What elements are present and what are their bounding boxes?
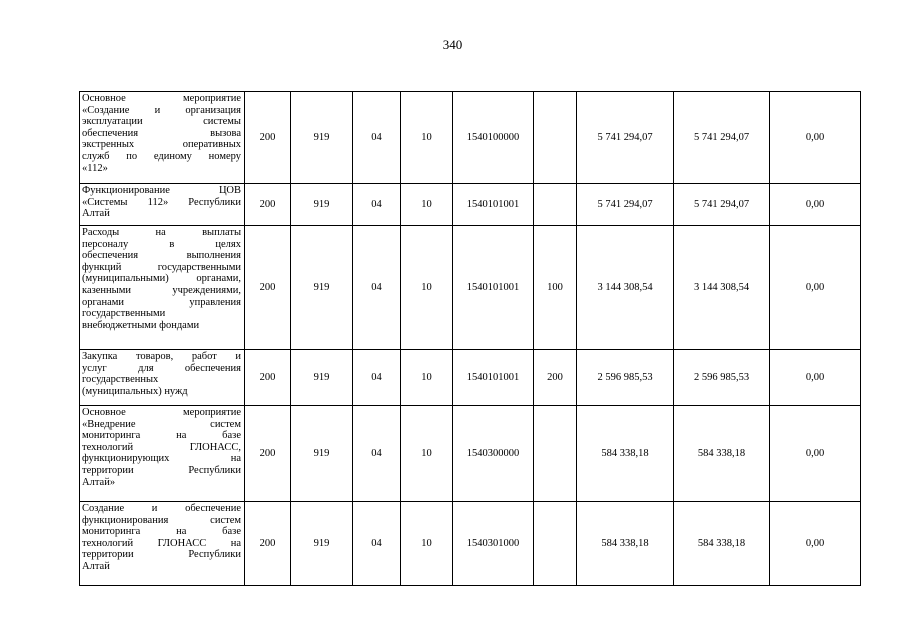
expense-type-cell: [534, 502, 577, 586]
row-name-line: Закупка товаров, работ и: [82, 351, 241, 362]
row-name-cell: [80, 502, 245, 586]
subsection-cell: 10: [401, 502, 453, 586]
section-cell: 04: [353, 406, 401, 502]
ministry-code-cell: 919: [291, 350, 353, 406]
amount-executed-cell: 5 741 294,07: [674, 184, 770, 226]
section-cell: 04: [353, 184, 401, 226]
row-name-line: «Внедрение систем: [82, 418, 241, 430]
row-name-line: Функционирование ЦОВ: [82, 185, 241, 196]
row-name-cell: [80, 226, 245, 350]
expense-type-cell: [534, 184, 577, 226]
row-name-line: государственными: [82, 308, 166, 320]
admin-code-cell: 200: [245, 184, 291, 226]
row-name-line: территории Республики: [82, 549, 241, 561]
row-name-line: органами управления: [82, 296, 241, 308]
amount-approved-cell: 2 596 985,53: [577, 350, 674, 406]
row-name-line: функционирующих на: [82, 453, 241, 465]
target-article-cell: 1540100000: [453, 92, 534, 184]
amount-remaining-cell: 0,00: [770, 406, 861, 502]
row-name-line: Расходы на выплаты: [82, 227, 241, 238]
row-name-line: «Системы 112» Республики: [82, 196, 241, 208]
row-name-line: Создание и обеспечение: [82, 503, 241, 514]
admin-code-cell: 200: [245, 350, 291, 406]
amount-executed-cell: 584 338,18: [674, 406, 770, 502]
row-name-line: мониторинга на базе: [82, 430, 241, 442]
row-name-line: «Создание и организация: [82, 104, 241, 116]
amount-approved-cell: 5 741 294,07: [577, 92, 674, 184]
subsection-cell: 10: [401, 184, 453, 226]
admin-code-cell: 200: [245, 92, 291, 184]
amount-remaining-cell: 0,00: [770, 502, 861, 586]
target-article-cell: 1540301000: [453, 502, 534, 586]
amount-executed-cell: 2 596 985,53: [674, 350, 770, 406]
row-name-cell: [80, 184, 245, 226]
expense-type-cell: 100: [534, 226, 577, 350]
table-row: [80, 226, 861, 350]
row-name-line: функций государственными: [82, 261, 241, 273]
section-cell: 04: [353, 226, 401, 350]
table-row: [80, 406, 861, 502]
row-name-line: (муниципальными) органами,: [82, 273, 241, 285]
admin-code-cell: 200: [245, 226, 291, 350]
row-name-cell: [80, 350, 245, 406]
row-name-line: Алтай: [82, 208, 110, 220]
ministry-code-cell: 919: [291, 226, 353, 350]
amount-executed-cell: 584 338,18: [674, 502, 770, 586]
target-article-cell: 1540300000: [453, 406, 534, 502]
amount-remaining-cell: 0,00: [770, 92, 861, 184]
section-cell: 04: [353, 92, 401, 184]
row-name-line: мониторинга на базе: [82, 526, 241, 538]
subsection-cell: 10: [401, 92, 453, 184]
row-name-line: Основное мероприятие: [82, 93, 241, 104]
row-name-line: экстренных оперативных: [82, 139, 241, 151]
amount-remaining-cell: 0,00: [770, 184, 861, 226]
row-name-line: технологий ГЛОНАСС,: [82, 441, 241, 453]
table-row: [80, 502, 861, 586]
amount-approved-cell: 5 741 294,07: [577, 184, 674, 226]
page-number: 340: [442, 37, 463, 52]
row-name-cell: [80, 92, 245, 184]
row-name-line: казенными учреждениями,: [82, 284, 241, 296]
expense-type-cell: 200: [534, 350, 577, 406]
table-row: [80, 350, 861, 406]
row-name-line: обеспечения выполнения: [82, 250, 241, 262]
table-row: [80, 184, 861, 226]
budget-table: [79, 91, 861, 586]
row-name-line: (муниципальных) нужд: [82, 385, 188, 397]
target-article-cell: 1540101001: [453, 184, 534, 226]
row-name-line: Алтай: [82, 560, 110, 572]
amount-executed-cell: 5 741 294,07: [674, 92, 770, 184]
target-article-cell: 1540101001: [453, 350, 534, 406]
row-name-line: внебюджетными фондами: [82, 319, 200, 331]
amount-remaining-cell: 0,00: [770, 350, 861, 406]
row-name-line: технологий ГЛОНАСС на: [82, 537, 241, 549]
row-name-line: «112»: [82, 162, 108, 174]
table-row: [80, 92, 861, 184]
amount-approved-cell: 584 338,18: [577, 502, 674, 586]
row-name-line: функционирования систем: [82, 514, 241, 526]
row-name-line: Алтай»: [82, 476, 116, 488]
row-name-line: персоналу в целях: [82, 238, 241, 250]
row-name-line: государственных: [82, 374, 159, 386]
expense-type-cell: [534, 92, 577, 184]
row-name-line: служб по единому номеру: [82, 150, 241, 162]
row-name-line: территории Республики: [82, 464, 241, 476]
subsection-cell: 10: [401, 226, 453, 350]
target-article-cell: 1540101001: [453, 226, 534, 350]
amount-approved-cell: 584 338,18: [577, 406, 674, 502]
ministry-code-cell: 919: [291, 184, 353, 226]
section-cell: 04: [353, 350, 401, 406]
ministry-code-cell: 919: [291, 502, 353, 586]
amount-remaining-cell: 0,00: [770, 226, 861, 350]
row-name-line: Основное мероприятие: [82, 407, 241, 418]
row-name-line: обеспечения вызова: [82, 127, 241, 139]
admin-code-cell: 200: [245, 502, 291, 586]
row-name-line: услуг для обеспечения: [82, 362, 241, 374]
ministry-code-cell: 919: [291, 406, 353, 502]
ministry-code-cell: 919: [291, 92, 353, 184]
section-cell: 04: [353, 502, 401, 586]
amount-approved-cell: 3 144 308,54: [577, 226, 674, 350]
subsection-cell: 10: [401, 350, 453, 406]
admin-code-cell: 200: [245, 406, 291, 502]
amount-executed-cell: 3 144 308,54: [674, 226, 770, 350]
row-name-cell: [80, 406, 245, 502]
subsection-cell: 10: [401, 406, 453, 502]
expense-type-cell: [534, 406, 577, 502]
row-name-line: эксплуатации системы: [82, 116, 241, 128]
